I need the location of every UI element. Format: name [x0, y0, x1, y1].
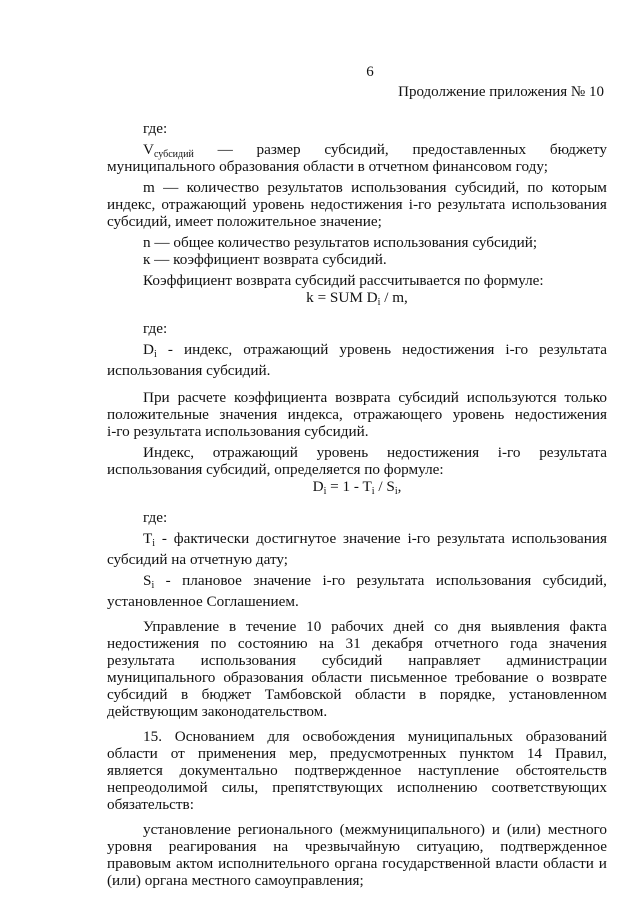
word: результата: [539, 341, 607, 358]
word: возврата: [335, 389, 391, 406]
word: муниципального: [107, 669, 216, 686]
text-line: [107, 272, 607, 289]
word: письменное: [370, 669, 448, 686]
word: субсидий, имеет положительное значение;: [107, 213, 382, 230]
word: (или): [506, 821, 541, 838]
word: Управление: [143, 618, 220, 635]
word: отчетного: [434, 635, 499, 652]
variable-symbol: $T_i$: [143, 530, 156, 549]
word: силы,: [221, 779, 259, 796]
word: результата: [437, 196, 506, 213]
word: бюджету: [549, 141, 607, 158]
word: установленное Соглашением.: [107, 593, 299, 610]
word: рабочих: [331, 618, 384, 635]
word: (межмуниципального): [339, 821, 485, 838]
text-line: [107, 179, 607, 196]
word: недостижения: [107, 635, 200, 652]
text-line: [107, 158, 607, 175]
text-line-s-planned: [107, 572, 607, 589]
word: по: [210, 635, 227, 652]
word: области: [311, 669, 363, 686]
text-line: [107, 461, 607, 478]
text-line: [107, 669, 607, 686]
word: и: [598, 855, 607, 872]
word: года: [510, 635, 538, 652]
word: отражающий: [161, 196, 247, 213]
word: направляет: [408, 652, 481, 669]
word: 10: [306, 618, 322, 635]
formula-k: [107, 289, 607, 306]
text-line-t-actual: [107, 530, 607, 547]
word: наступление: [417, 762, 500, 779]
word: подтвержденное: [294, 762, 402, 779]
text-line: [107, 779, 607, 796]
text-line: [107, 821, 607, 838]
text-line: [107, 838, 607, 855]
word: m: [143, 179, 155, 196]
text-line: [107, 196, 607, 213]
word: где:: [143, 120, 168, 137]
word: установленном: [508, 686, 607, 703]
formula-d-text: $D_i = 1 - T_i / S_i$,: [312, 478, 402, 497]
text-line: [107, 406, 607, 423]
word: правовым: [107, 855, 172, 872]
word: -: [167, 341, 173, 358]
word: фактически: [173, 530, 250, 547]
word: отражающий: [243, 341, 329, 358]
text-line: [107, 635, 607, 652]
formula-k-text: k = SUM $D_i$ / m,: [306, 289, 408, 308]
word: к — коэффициент возврата субсидий.: [143, 251, 387, 268]
word: обязательств:: [107, 796, 194, 813]
word: власти: [495, 855, 539, 872]
word: недостижения: [514, 406, 607, 423]
text-line-v-subsidy: [107, 141, 607, 158]
word: уровня: [107, 838, 153, 855]
word: для: [267, 728, 290, 745]
word: реагирования: [168, 838, 257, 855]
word: дней: [393, 618, 425, 635]
text-line: [107, 745, 607, 762]
word: где:: [143, 320, 168, 337]
text-line: [107, 120, 607, 137]
word: недостижения: [386, 444, 480, 461]
word: n — общее количество результатов использования субсидий;: [143, 234, 538, 251]
word: предусмотренных: [329, 745, 447, 762]
word: в: [228, 618, 237, 635]
appendix-continuation-note: Продолжение приложения № 10: [398, 84, 604, 100]
word: значения: [219, 406, 278, 423]
word: расчете: [177, 389, 227, 406]
word: соответствующих: [491, 779, 607, 796]
word: дня: [458, 618, 482, 635]
text-line: [107, 686, 607, 703]
word: значения: [549, 635, 607, 652]
formula-d: [107, 478, 607, 495]
variable-symbol: $S_i$: [143, 572, 155, 591]
word: выявления: [490, 618, 560, 635]
text-line-d-index: [107, 341, 607, 358]
word: использования субсидий.: [107, 362, 271, 379]
word: уровень: [316, 444, 369, 461]
word: использования: [511, 530, 607, 547]
word: течение: [245, 618, 297, 635]
text-line: [107, 618, 607, 635]
word: использования: [200, 652, 297, 669]
word: результата: [356, 572, 425, 589]
word: со: [434, 618, 449, 635]
word: требование: [455, 669, 529, 686]
word: индекс,: [107, 196, 156, 213]
word: субсидий: [321, 652, 383, 669]
word: используются: [466, 389, 557, 406]
word: по: [527, 179, 544, 196]
word: 15.: [143, 728, 162, 745]
text-line: [107, 762, 607, 779]
word: области: [354, 686, 406, 703]
word: образования: [223, 669, 304, 686]
word: Правил,: [555, 745, 607, 762]
word: использования: [511, 196, 607, 213]
word: субсидий,: [324, 141, 389, 158]
word: отражающего: [353, 406, 443, 423]
word: администрации: [506, 652, 607, 669]
word: i-го результата использования субсидий.: [107, 423, 369, 440]
word: регионального: [237, 821, 333, 838]
word: актом: [176, 855, 214, 872]
word: обстоятельств: [515, 762, 607, 779]
word: уровень: [452, 406, 505, 423]
word: предоставленных: [412, 141, 527, 158]
word: результата: [107, 652, 175, 669]
word: результатов: [267, 179, 343, 196]
word: значение: [253, 572, 312, 589]
variable-symbol: $V_{субсидий}$: [143, 141, 194, 160]
word: субсидий: [107, 686, 168, 703]
word: i-го: [505, 341, 529, 358]
word: i-го: [497, 444, 521, 461]
word: мер,: [289, 745, 317, 762]
word: образований: [525, 728, 607, 745]
text-line: [107, 652, 607, 669]
word: субсидий,: [454, 179, 520, 196]
word: области: [543, 855, 594, 872]
text-line: [107, 389, 607, 406]
text-line: [107, 593, 607, 610]
text-line: [107, 444, 607, 461]
word: препятствующих: [272, 779, 383, 796]
word: Тамбовской: [264, 686, 342, 703]
word: недостижения: [402, 341, 495, 358]
text-line: [107, 213, 607, 230]
word: которым: [551, 179, 607, 196]
word: факта: [569, 618, 607, 635]
word: Основанием: [174, 728, 255, 745]
word: действующим законодательством.: [107, 703, 328, 720]
word: субсидий,: [542, 572, 607, 589]
word: исполнительного: [218, 855, 330, 872]
text-line: [107, 423, 607, 440]
word: —: [217, 141, 233, 158]
word: освобождения: [302, 728, 395, 745]
word: документально: [179, 762, 278, 779]
word: Индекс,: [143, 444, 195, 461]
word: исполнению: [397, 779, 478, 796]
word: размер: [256, 141, 301, 158]
word: возврате: [551, 669, 607, 686]
text-line: [107, 551, 607, 568]
word: -: [161, 530, 167, 547]
word: где:: [143, 509, 168, 526]
word: (или) органа местного самоуправления;: [107, 872, 364, 889]
text-line: [107, 509, 607, 526]
word: пунктом: [459, 745, 514, 762]
word: состоянию: [237, 635, 308, 652]
word: уровень: [339, 341, 392, 358]
word: в: [419, 686, 427, 703]
word: субсидий на отчетную дату;: [107, 551, 289, 568]
word: на: [319, 635, 335, 652]
word: индекс,: [183, 341, 233, 358]
text-line: [107, 234, 607, 251]
word: индекса,: [287, 406, 343, 423]
word: местного: [547, 821, 607, 838]
text-line: [107, 320, 607, 337]
word: коэффициента: [233, 389, 328, 406]
word: использования: [351, 179, 447, 196]
text-line: [107, 728, 607, 745]
text-line: [107, 796, 607, 813]
document-body: [107, 120, 607, 889]
word: установление: [143, 821, 231, 838]
word: на: [273, 838, 289, 855]
word: результата: [437, 530, 505, 547]
word: 14: [526, 745, 542, 762]
page-number: 6: [366, 64, 374, 80]
word: чрезвычайную: [304, 838, 400, 855]
word: области: [107, 745, 158, 762]
text-line: [107, 855, 607, 872]
word: i-го: [408, 196, 432, 213]
text-line: [107, 251, 607, 268]
word: о: [536, 669, 544, 686]
word: субсидий: [398, 389, 459, 406]
text-line: [107, 362, 607, 379]
word: результата: [539, 444, 607, 461]
word: государственной: [382, 855, 491, 872]
word: 31: [345, 635, 361, 652]
word: ситуацию,: [416, 838, 484, 855]
word: порядке,: [439, 686, 496, 703]
word: отражающий: [212, 444, 298, 461]
word: -: [165, 572, 171, 589]
word: бюджет: [201, 686, 252, 703]
word: —: [163, 179, 179, 196]
word: достигнутое: [256, 530, 337, 547]
word: недостижения: [310, 196, 403, 213]
word: подтвержденное: [500, 838, 607, 855]
word: от: [170, 745, 185, 762]
text-line: [107, 703, 607, 720]
word: органа: [334, 855, 378, 872]
word: непреодолимой: [107, 779, 208, 796]
word: плановое: [182, 572, 242, 589]
word: При: [143, 389, 170, 406]
word: Коэффициент возврата субсидий рассчитывается по формуле:: [143, 272, 544, 289]
word: количество: [186, 179, 260, 196]
text-line: [107, 872, 607, 889]
word: в: [180, 686, 189, 703]
word: i-го: [322, 572, 346, 589]
word: применения: [197, 745, 277, 762]
word: уровень: [252, 196, 305, 213]
word: является: [107, 762, 163, 779]
word: значение: [343, 530, 401, 547]
word: i-го: [407, 530, 431, 547]
word: использования: [435, 572, 532, 589]
word: только: [564, 389, 607, 406]
word: муниципальных: [407, 728, 513, 745]
word: декабря: [372, 635, 423, 652]
word: положительные: [107, 406, 209, 423]
word: и: [491, 821, 501, 838]
word: муниципального образования области в отчетном финансовом году;: [107, 158, 548, 175]
variable-symbol: $D_i$: [143, 341, 157, 360]
word: использования субсидий, определяется по формуле:: [107, 461, 444, 478]
